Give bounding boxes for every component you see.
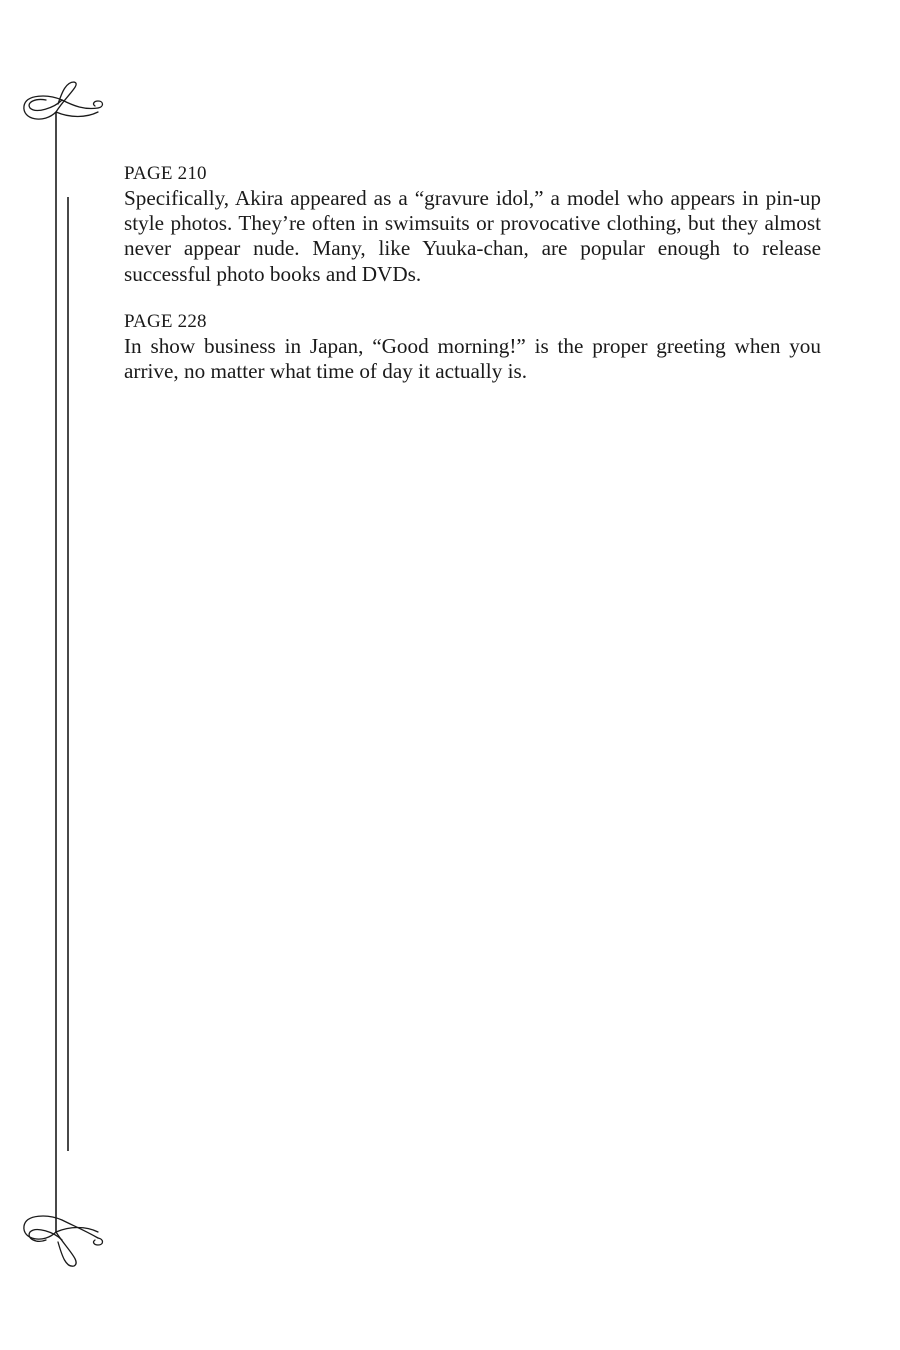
top-flourish-icon [24, 82, 103, 119]
bottom-flourish-icon [24, 1216, 103, 1266]
note-text: In show business in Japan, “Good morning!” is the proper greeting when you arrive, no matter what time of day it actually is. [124, 333, 821, 384]
note-text: Specifically, Akira appeared as a “gravure idol,” a model who appears in pin-up style photos. They’re often in swimsuits or provocative clothing, but they almost never appear nude. Many, like Yuuka-chan, are popular enough to release successful photo books and DVDs. [124, 186, 821, 286]
note-page-label: PAGE 210 [124, 163, 207, 184]
notes-section [124, 161, 821, 406]
note-entry [124, 161, 821, 287]
note-entry [124, 309, 821, 384]
note-page-label: PAGE 228 [124, 310, 207, 332]
